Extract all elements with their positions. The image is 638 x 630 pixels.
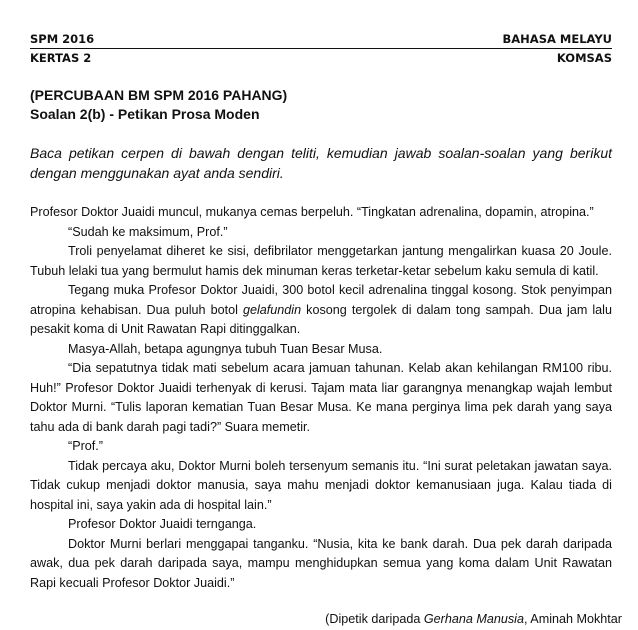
passage-italic-term: gelafundin	[242, 302, 302, 317]
passage-paragraph: Troli penyelamat diheret ke sisi, defibrilator menggetarkan jantung mengalirkan kuasa 20 Joule. Tubuh lelaki tua yang bermulut hamis dek minuman keras terketar-ketar sebelum kaku semula di katil.	[30, 244, 612, 278]
citation-prefix: (Dipetik daripada	[325, 612, 424, 626]
passage-paragraph: Profesor Doktor Juaidi muncul, mukanya cemas berpeluh. “Tingkatan adrenalina, dopamin, atropina.”	[30, 205, 594, 219]
passage-paragraph: “Sudah ke maksimum, Prof.”	[68, 224, 228, 239]
citation-work-title: Gerhana Manusia	[423, 612, 524, 626]
passage-paragraph	[30, 281, 612, 340]
instruction-text: Baca petikan cerpen di bawah dengan teliti, kemudian jawab soalan-soalan yang berikut dengan menggunakan ayat anda sendiri.	[30, 145, 612, 181]
header-subject: BAHASA MELAYU	[502, 32, 612, 46]
passage-paragraph: Tidak percaya aku, Doktor Murni boleh tersenyum semanis itu. “Ini surat peletakan jawatan saya. Tidak cukup menjadi doktor manusia, saya mahu menjadi doktor kemanusiaan juga. Kalau tiada di hospital ini, saya yakin ada di hospital lain.”	[30, 458, 612, 512]
question-title: Soalan 2(b) - Petikan Prosa Moden	[30, 106, 260, 122]
citation	[325, 612, 622, 626]
citation-author: , Aminah Mokhtar	[524, 612, 622, 626]
header-paper: KERTAS 2	[30, 51, 92, 65]
passage-paragraph: Masya-Allah, betapa agungnya tubuh Tuan Besar Musa.	[68, 341, 383, 356]
passage-paragraph: Profesor Doktor Juaidi ternganga.	[68, 517, 257, 531]
header-row-top	[30, 32, 612, 49]
passage-paragraph: Doktor Murni berlari menggapai tanganku. “Nusia, kita ke bank darah. Dua pek darah daripada awak, dua pek darah daripada saya, mampu menghidupkan semua yang koma dalam Unit Rawatan Rapi kecuali Profesor Doktor Juaidi.”	[30, 536, 612, 590]
exam-source-title: (PERCUBAAN BM SPM 2016 PAHANG)	[30, 87, 288, 103]
passage-paragraph: “Dia sepatutnya tidak mati sebelum acara jamuan tahunan. Kelab akan kehilangan RM100 ribu. Huh!” Profesor Doktor Juaidi terhenyak di kerusi. Tajam mata liar garangnya menangkap wajah lembut Doktor Murni. “Tulis laporan kematian Tuan Besar Musa. Ke mana perginya lima pek darah yang saya tahu ada di bank darah pagi tadi?” Suara memetir.	[30, 361, 612, 434]
passage-text: Tegang muka Profesor Doktor Juaidi, 300 botol kecil adrenalina tinggal kosong. Stok penyimpan atropina kehabisan. Dua puluh botol	[30, 283, 612, 317]
passage-paragraph: “Prof.”	[68, 439, 103, 453]
passage-text: kosong tergolek di dalam tong sampah. Dua jam lalu pesakit koma di Unit Rawatan Rapi ditinggalkan.	[30, 302, 612, 336]
header-exam: SPM 2016	[30, 32, 95, 46]
header-section: KOMSAS	[556, 51, 612, 65]
passage	[30, 203, 612, 593]
